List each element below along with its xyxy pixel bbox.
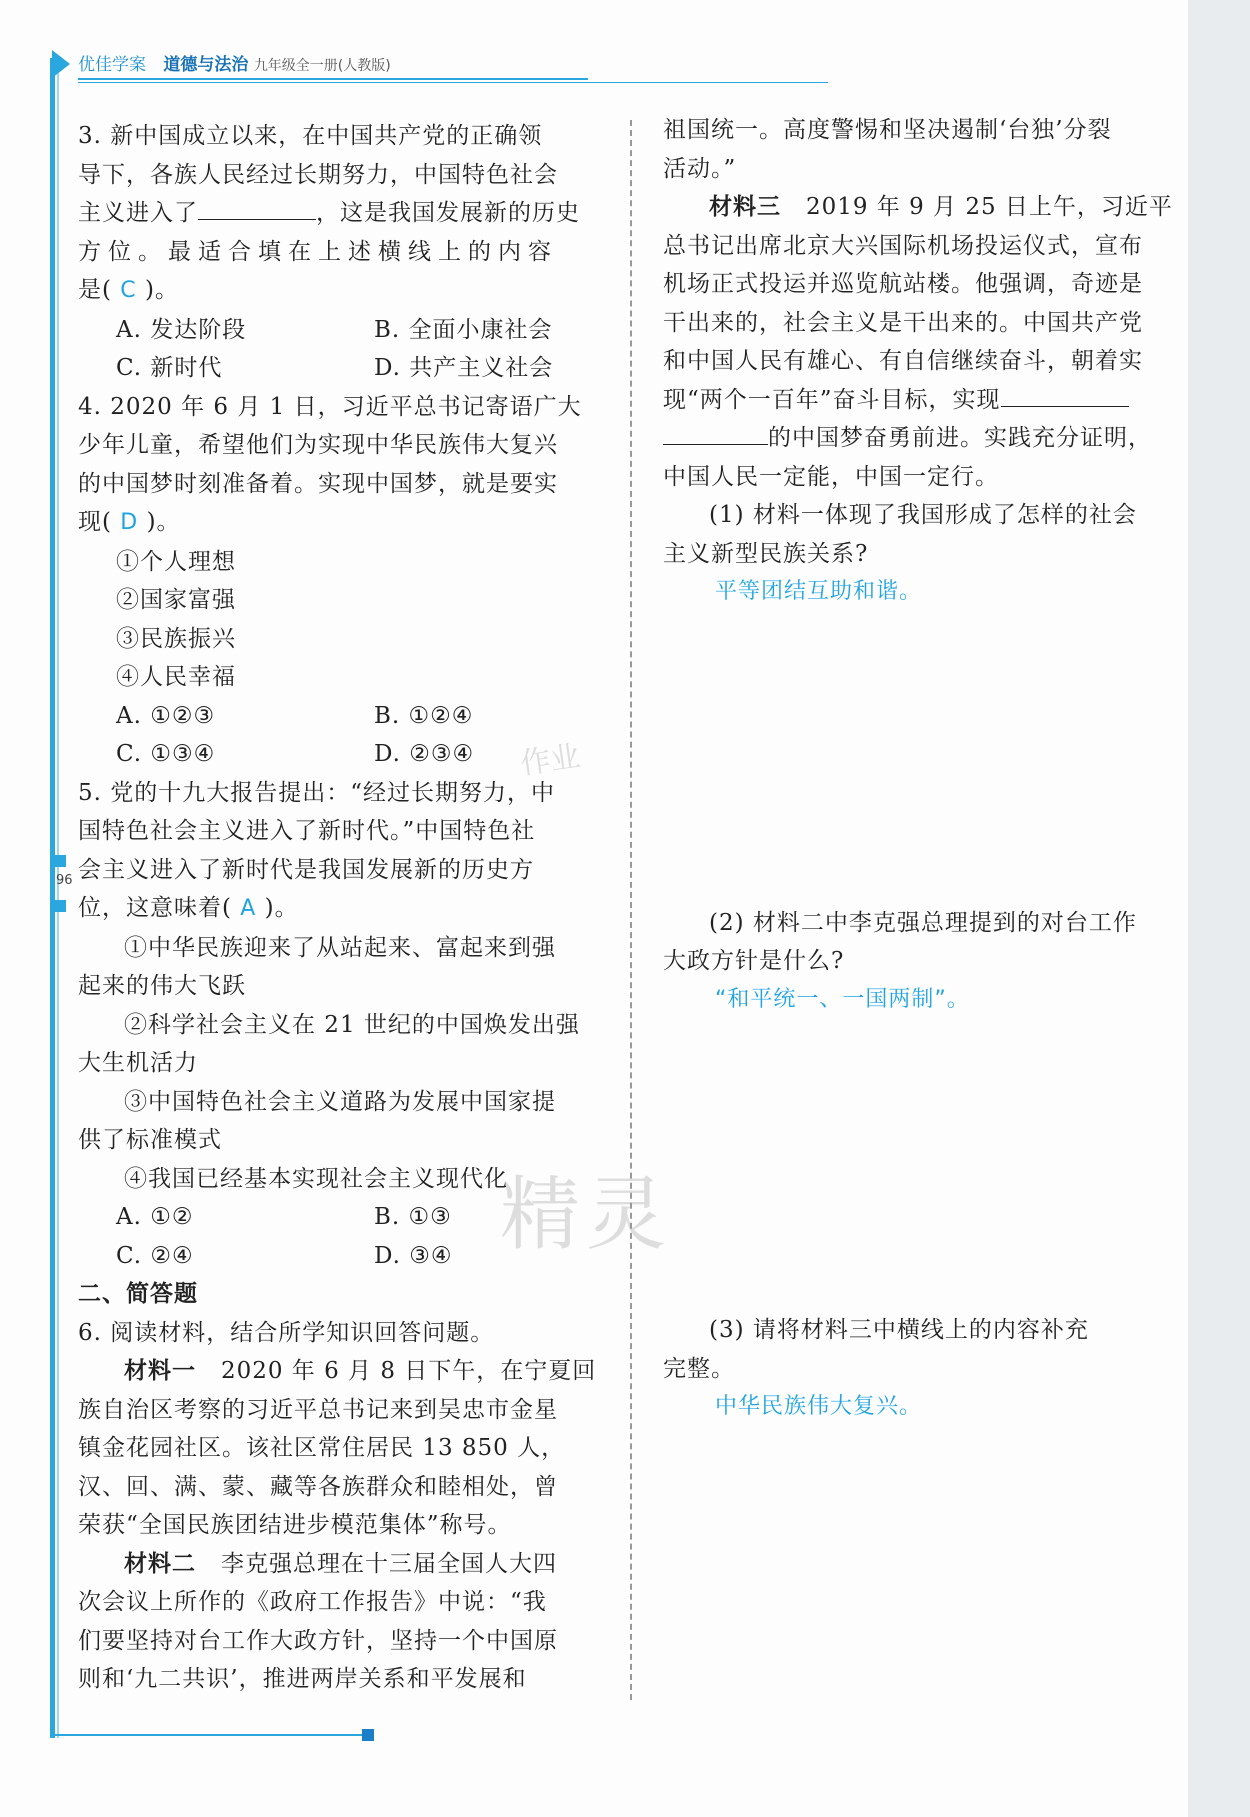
- material-line: 材料三 2019 年 9 月 25 日上午，习近平: [709, 194, 1173, 220]
- grade-label: 九年级全一册(人教版): [253, 58, 391, 74]
- q4-item: ②国家富强: [116, 587, 236, 613]
- subject-name: 道德与法治: [163, 55, 249, 75]
- material-line: 活动。”: [663, 155, 737, 182]
- material-label: 材料一: [124, 1358, 196, 1384]
- header-rule: [78, 78, 588, 80]
- q5-item: 供了标准模式: [78, 1127, 222, 1153]
- material-line: 材料二 李克强总理在十三届全国人大四: [124, 1550, 557, 1577]
- q4-line: 少年儿童，希望他们为实现中华民族伟大复兴: [78, 432, 558, 458]
- fill-blank: [663, 422, 768, 445]
- material-line: 次会议上所作的《政府工作报告》中说：“我: [78, 1589, 547, 1615]
- right-column: [663, 111, 1191, 1427]
- answer-mark: D: [120, 510, 139, 535]
- q4-options-row: [78, 735, 606, 774]
- q3-options-row: [78, 311, 606, 350]
- section-heading: 二、简答题: [78, 1281, 198, 1307]
- material-line: 干出来的，社会主义是干出来的。中国共产党: [663, 309, 1143, 336]
- q4-item: ③民族振兴: [116, 625, 236, 652]
- q6-prompt: 6. 阅读材料，结合所学知识回答问题。: [78, 1319, 495, 1346]
- q4-line: 现( D )。: [78, 509, 181, 535]
- running-header: [78, 50, 391, 75]
- material-line: 中国人民一定能，中国一定行。: [663, 463, 999, 490]
- q3-options-row: [78, 349, 606, 388]
- answer-text: 平等团结互助和谐。: [715, 579, 923, 604]
- q5-line: 会主义进入了新时代是我国发展新的历史方: [78, 856, 534, 883]
- option: B. ①②④: [374, 702, 474, 729]
- q4-line: 4. 2020 年 6 月 1 日，习近平总书记寄语广大: [78, 393, 582, 420]
- sub-question: (1) 材料一体现了我国形成了怎样的社会: [709, 502, 1137, 528]
- material-line: 们要坚持对台工作大政方针，坚持一个中国原: [78, 1627, 558, 1654]
- option: C. ②④: [116, 1242, 194, 1269]
- left-column: [78, 117, 606, 1699]
- option: C. 新时代: [116, 355, 223, 381]
- material-line: 和中国人民有雄心、有自信继续奋斗，朝着实: [663, 348, 1143, 374]
- material-label: 材料二: [124, 1550, 196, 1577]
- q4-options-row: [78, 697, 606, 736]
- column-divider: [630, 120, 632, 1700]
- sub-question: 完整。: [663, 1355, 735, 1382]
- q3-line: 是( C )。: [78, 277, 179, 303]
- answer-text: 中华民族伟大复兴。: [715, 1394, 923, 1419]
- option: A. 发达阶段: [116, 316, 247, 343]
- q5-options-row: [78, 1237, 606, 1276]
- material-line: 祖国统一。高度警惕和坚决遏制‘台独’分裂: [663, 117, 1112, 143]
- q3-line: 主义进入了 ，这是我国发展新的历史: [78, 194, 606, 233]
- q5-line: 国特色社会主义进入了新时代。”中国特色社: [78, 818, 536, 844]
- fill-blank: [198, 197, 316, 220]
- q4-item: ①个人理想: [116, 548, 236, 575]
- answer-mark: A: [240, 896, 257, 921]
- footer-square-icon: [362, 1729, 374, 1741]
- material-line: 的中国梦奋勇前进。实践充分证明，: [663, 419, 1191, 458]
- material-line: 则和‘九二共识’，推进两岸关系和平发展和: [78, 1666, 527, 1692]
- material-line: 汉、回、满、蒙、藏等各族群众和睦相处，曾: [78, 1473, 558, 1500]
- q4-item: ④人民幸福: [116, 664, 236, 690]
- sub-question: (3) 请将材料三中横线上的内容补充: [709, 1317, 1089, 1343]
- q5-options-row: [78, 1198, 606, 1237]
- watermark-logo: 精灵: [500, 1168, 672, 1261]
- option: D. ③④: [374, 1242, 453, 1269]
- sub-question: (2) 材料二中李克强总理提到的对台工作: [709, 909, 1137, 936]
- option: B. 全面小康社会: [374, 316, 553, 343]
- q3-line: 3. 新中国成立以来，在中国共产党的正确领: [78, 123, 543, 149]
- q3-line: 方位。最适合填在上述横线上的内容: [78, 238, 558, 265]
- q4-line: 的中国梦时刻准备着。实现中国梦，就是要实: [78, 470, 558, 497]
- material-line: 镇金花园社区。该社区常住居民 13 850 人，: [78, 1435, 566, 1461]
- option: A. ①②③: [116, 702, 216, 729]
- q5-item: ③中国特色社会主义道路为发展中国家提: [124, 1088, 556, 1115]
- option: D. 共产主义社会: [374, 355, 554, 381]
- sub-question: 主义新型民族关系?: [663, 540, 869, 567]
- answer-mark: C: [120, 278, 137, 303]
- option: A. ①②: [116, 1204, 194, 1230]
- q5-item: ②科学社会主义在 21 世纪的中国焕发出强: [124, 1011, 580, 1038]
- q5-line: 位，这意味着( A )。: [78, 895, 299, 921]
- footer-rule: [55, 1734, 365, 1736]
- q5-item: 起来的伟大飞跃: [78, 973, 246, 999]
- q5-item: 大生机活力: [78, 1050, 198, 1076]
- left-margin-bar: [50, 58, 55, 1738]
- page-number: 96: [56, 873, 73, 888]
- material-line: 机场正式投运并巡览航站楼。他强调，奇迹是: [663, 271, 1143, 297]
- option: D. ②③④: [374, 741, 475, 767]
- material-label: 材料三: [709, 194, 781, 220]
- material-line: 荣获“全国民族团结进步模范集体”称号。: [78, 1512, 512, 1538]
- material-line: 总书记出席北京大兴国际机场投运仪式，宣布: [663, 232, 1143, 259]
- left-margin-bar-inner: [57, 58, 59, 1738]
- material-line: 现“两个一百年”奋斗目标，实现: [663, 381, 1191, 420]
- q5-item: ④我国已经基本实现社会主义现代化: [124, 1165, 508, 1192]
- q5-item: ①中华民族迎来了从站起来、富起来到强: [124, 934, 556, 961]
- material-line: 材料一 2020 年 6 月 8 日下午，在宁夏回: [124, 1358, 597, 1384]
- answer-text: “和平统一、一国两制”。: [715, 986, 970, 1012]
- q3-line: 导下，各族人民经过长期努力，中国特色社会: [78, 161, 558, 188]
- option: C. ①③④: [116, 741, 216, 767]
- fill-blank: [1001, 384, 1129, 407]
- option: B. ①③: [374, 1204, 452, 1230]
- page-edge: [1188, 0, 1250, 1817]
- sub-question: 大政方针是什么?: [663, 948, 845, 974]
- page-tab-mark: [50, 855, 66, 867]
- material-line: 族自治区考察的习近平总书记来到吴忠市金星: [78, 1396, 558, 1423]
- page-tab-mark: [50, 900, 66, 912]
- watermark-logo: 作业: [518, 738, 583, 782]
- brand-name: 优佳学案: [78, 55, 146, 75]
- header-rule-thin: [78, 82, 828, 83]
- q5-line: 5. 党的十九大报告提出：“经过长期努力，中: [78, 779, 556, 806]
